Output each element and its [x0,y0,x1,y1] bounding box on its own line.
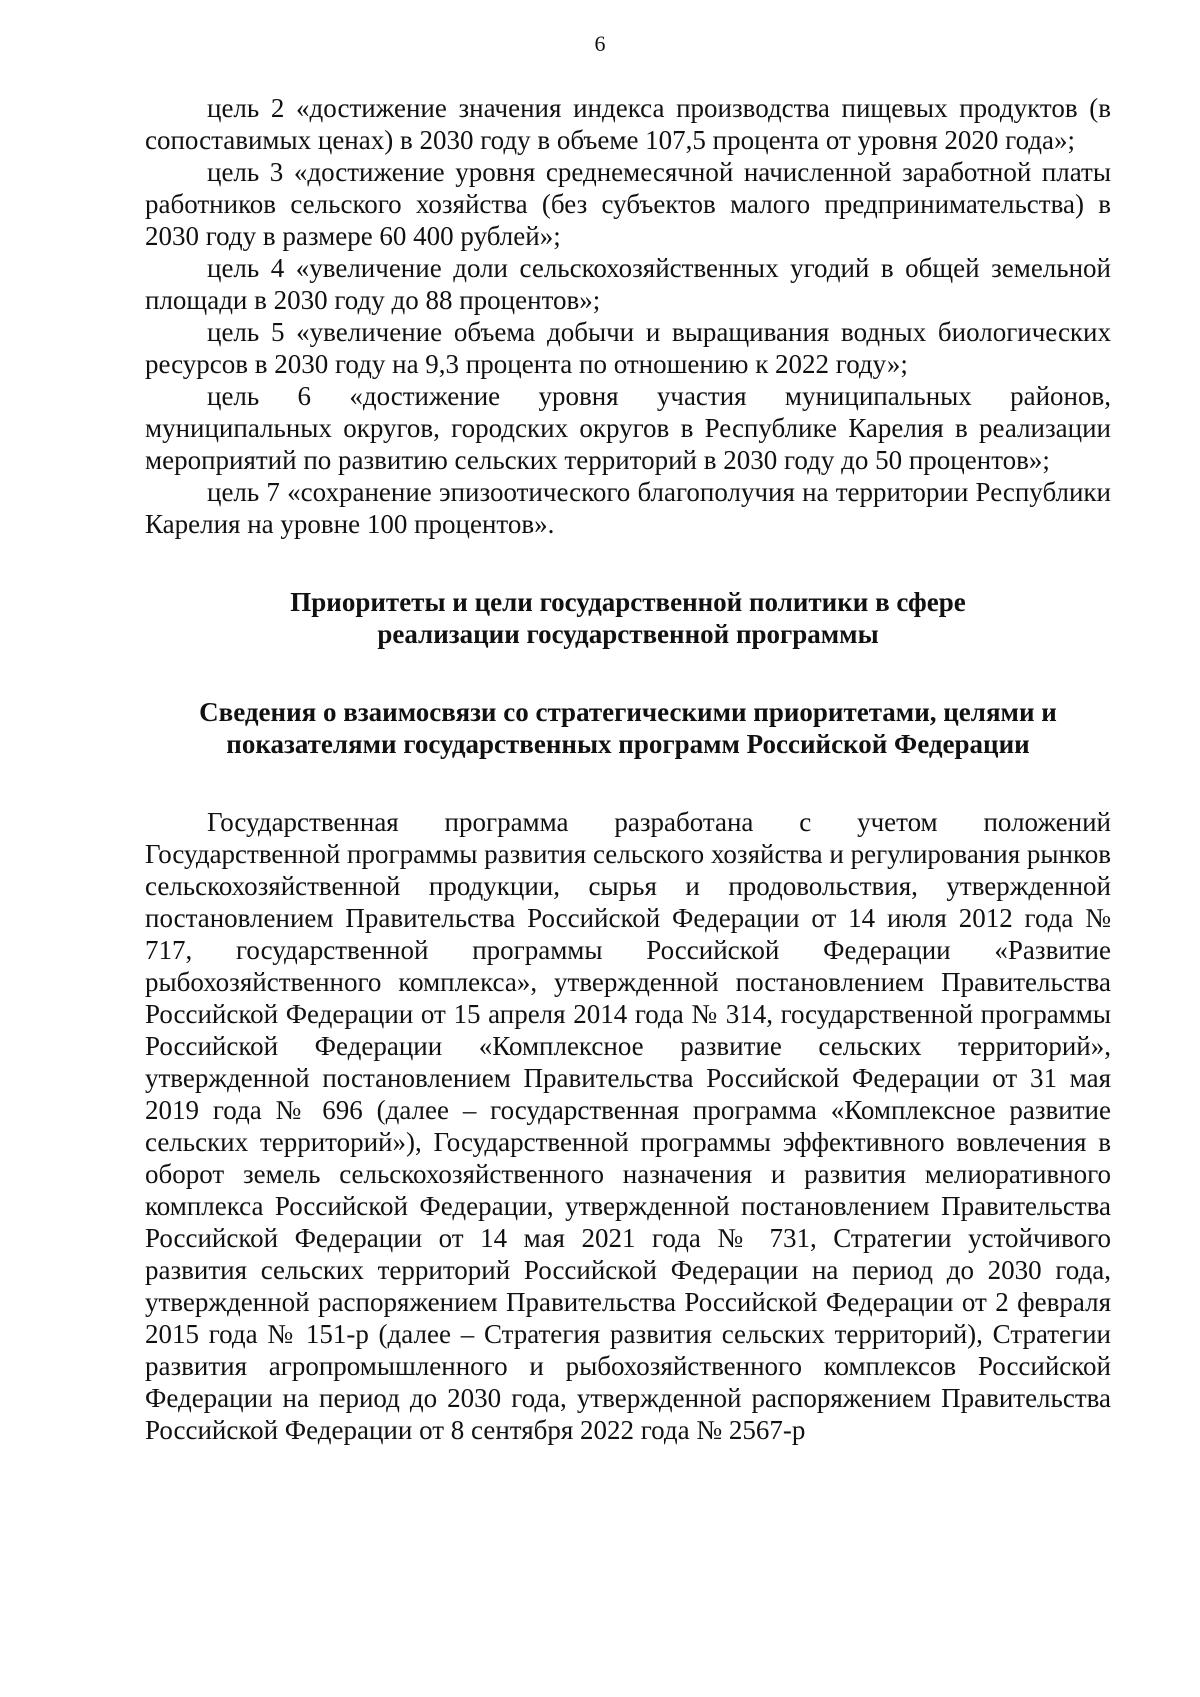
section-heading-relations-line-1: Сведения о взаимосвязи со стратегическими приоритетами, целями и [199,697,1057,727]
goal-4-paragraph: цель 4 «увеличение доли сельскохозяйственных угодий в общей земельной площади в 2030 году до 88 процентов»; [145,253,1111,315]
program-basis-paragraph: Государственная программа разработана с учетом положений Государственной программы развития сельского хозяйства и регулирования рынков сельскохозяйственной продукции, сырья и продовольствия, утвержденной постановлением Правительства Российской Федерации от 14 июля 2012 года № 717, государственной программы Российской Федерации «Развитие рыбохозяйственного комплекса», утвержденной постановлением Правительства Российской Федерации от 15 апреля 2014 года № 314, государственной программы Российской Федерации «Комплексное развитие сельских территорий», утвержденной постановлением Правительства Российской Федерации от 31 мая 2019 года № 696 (далее – государственная программа «Комплексное развитие сельских территорий»), Государственной программы эффективного вовлечения в оборот земель сельскохозяйственного назначения и развития мелиоративного комплекса Российской Федерации, утвержденной постановлением Правительства Российской Федерации от 14 мая 2021 года № 731, Стратегии устойчивого развития сельских территорий Российской Федерации на период до 2030 года, утвержденной распоряжением Правительства Российской Федерации от 2 февраля 2015 года № 151-р (далее – Стратегия развития сельских территорий), Стратегии развития агропромышленного и рыбохозяйственного комплексов Российской Федерации на период до 2030 года, утвержденной распоряжением Правительства Российской Федерации от 8 сентября 2022 года № 2567-р [145,807,1111,1445]
goal-7-paragraph: цель 7 «сохранение эпизоотического благополучия на территории Республики Карелия на уровне 100 процентов». [145,477,1111,539]
section-heading-priorities [145,586,1111,650]
page-number: 6 [594,31,606,56]
goal-2-paragraph: цель 2 «достижение значения индекса производства пищевых продуктов (в сопоставимых ценах) в 2030 году в объеме 107,5 процента от уровня 2020 года»; [145,93,1111,155]
page-content [145,92,1111,1446]
goal-3-paragraph: цель 3 «достижение уровня среднемесячной начисленной заработной платы работников сельского хозяйства (без субъектов малого предпринимательства) в 2030 году в размере 60 400 рублей»; [145,157,1111,251]
section-heading-priorities-line-2: реализации государственной программы [377,619,879,649]
goal-5-paragraph: цель 5 «увеличение объема добычи и выращивания водных биологических ресурсов в 2030 году на 9,3 процента по отношению к 2022 году»; [145,317,1111,379]
section-heading-relations-line-2: показателями государственных программ Российской Федерации [226,729,1030,759]
goal-6-paragraph: цель 6 «достижение уровня участия муниципальных районов, муниципальных округов, городских округов в Республике Карелия в реализации мероприятий по развитию сельских территорий в 2030 году до 50 процентов»; [145,381,1111,475]
section-heading-relations [145,696,1111,760]
section-heading-priorities-line-1: Приоритеты и цели государственной политики в сфере [290,587,966,617]
